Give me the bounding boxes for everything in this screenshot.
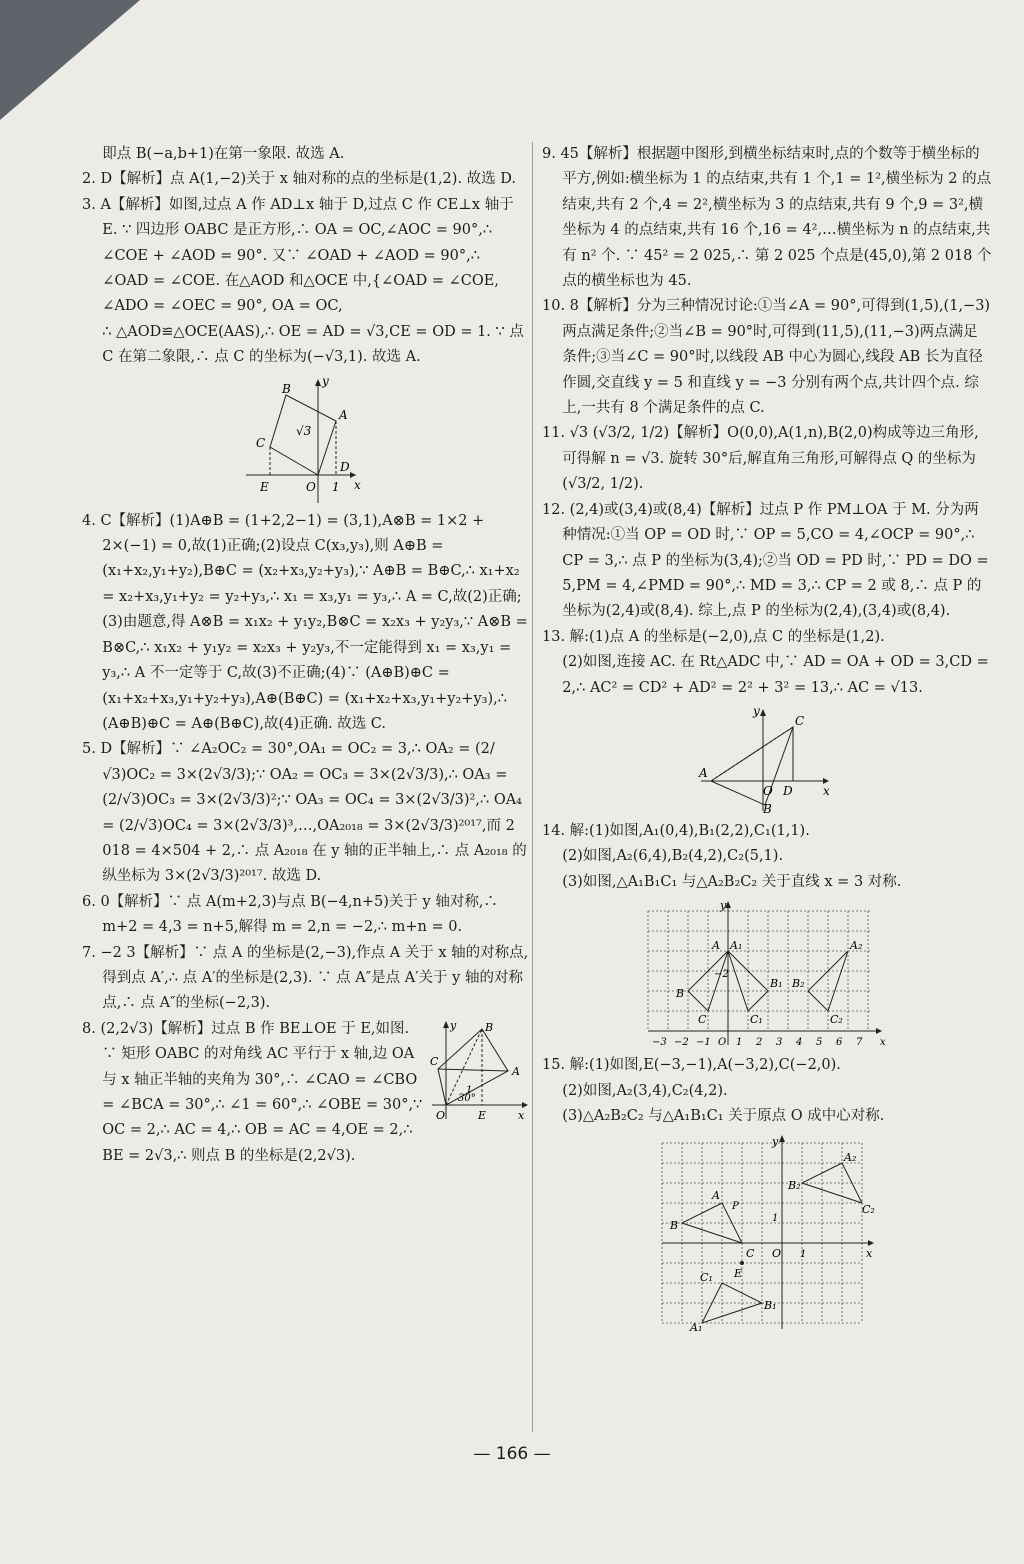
- label-x: x: [518, 1108, 525, 1122]
- label-B: B: [485, 1020, 494, 1034]
- label-x: x: [823, 783, 830, 798]
- label-y: y: [753, 704, 760, 718]
- label-x: x: [866, 1247, 873, 1261]
- answer-15-3: (3)△A₂B₂C₂ 与△A₁B₁C₁ 关于原点 O 成中心对称.: [562, 1107, 885, 1124]
- label-C2: C₂: [862, 1203, 875, 1217]
- answer-4: 4. C【解析】(1)A⊕B = (1+2,2−1) = (3,1),A⊗B = 1×2 + 2×(−1) = 0,故(1)正确;(2)设点 C(x₃,y₃),则 A⊕B = (x₁+x₂,y₁+y₂),B⊕C = (x₂+x₃,y₂+y₃),∵ A⊕B = B⊕C,∴ x₁+x₂ = x₂+x₃,y₁+y₂ = y₂+y₃,∴ x₁ = x₃,y₁ = y₃,∴ A = C,故(2)正确;(3)由题意,得 A⊗B = x₁x₂ + y₁y₂,B⊗C = x₂x₃ + y₂y₃,∵ A⊗B = B⊗C,∴ x₁x₂ + y₁y₂ = x₂x₃ + y₂y₃,不一定能得到 x₁ = x₃,y₁ = y₃,∴ A 不一定等于 C,故(3)不正确;(4)∵ (A⊕B)⊕C = (x₁+x₂+x₃,y₁+y₂+y₃),A⊕(B⊕C) = (x₁+x₂+x₃,y₁+y₂+y₃),∴ (A⊕B)⊕C = A⊕(B⊕C),故(4)正确. 故选 C.: [82, 512, 528, 732]
- page-number: — 166 —: [473, 1444, 551, 1464]
- label-B1: B₁: [764, 1299, 777, 1313]
- answer-14-1: 14. 解:(1)如图,A₁(0,4),B₁(2,2),C₁(1,1).: [542, 822, 810, 839]
- label-y: y: [772, 1135, 779, 1149]
- tick-O: O: [718, 1037, 727, 1049]
- label-1-x: 1: [800, 1249, 807, 1261]
- label-A: A: [712, 1189, 720, 1203]
- tick-5: 5: [816, 1037, 823, 1049]
- label-C2: C₂: [830, 1013, 843, 1027]
- page-corner-shadow: [0, 0, 140, 120]
- answer-15-2: (2)如图,A₂(3,4),C₂(4,2).: [562, 1082, 728, 1099]
- answer-6: 6. 0【解析】∵ 点 A(m+2,3)与点 B(−4,n+5)关于 y 轴对称,∴ m+2 = 4,3 = n+5,解得 m = 2,n = −2,∴ m+n = 0.: [82, 893, 498, 936]
- right-column: [542, 142, 992, 1337]
- label-D: D: [783, 783, 793, 798]
- label-A2: A₂: [844, 1151, 857, 1165]
- label-A1: A₁: [730, 939, 743, 953]
- answer-14-3: (3)如图,△A₁B₁C₁ 与△A₂B₂C₂ 关于直线 x = 3 对称.: [562, 873, 902, 890]
- label-E: E: [478, 1108, 487, 1122]
- label-A1: A₁: [690, 1321, 703, 1334]
- label-B: B: [763, 801, 772, 815]
- label-E: E: [260, 479, 269, 494]
- label-E: E: [734, 1267, 743, 1281]
- label-neg2-y: −2: [714, 969, 729, 981]
- label-P: P: [732, 1201, 739, 1213]
- answer-13-1: 13. 解:(1)点 A 的坐标是(−2,0),点 C 的坐标是(1,2).: [542, 628, 885, 645]
- tick-neg1: −1: [696, 1037, 711, 1049]
- label-B: B: [676, 987, 685, 1001]
- label-O: O: [306, 479, 316, 494]
- tick-4: 4: [796, 1037, 803, 1049]
- tick-2: 2: [756, 1037, 763, 1049]
- label-1: 1: [332, 479, 340, 494]
- answer-7: 7. −2 3【解析】∵ 点 A 的坐标是(2,−3),作点 A 关于 x 轴的对称点,得到点 A′,∴ 点 A′的坐标是(2,3). ∵ 点 A″是点 A′关于 y 轴的对称点,∴ 点 A″的坐标(−2,3).: [82, 944, 529, 1012]
- label-C: C: [795, 713, 805, 728]
- column-divider: [532, 142, 533, 1432]
- answer-3: 3. A【解析】如图,过点 A 作 AD⊥x 轴于 D,过点 C 作 CE⊥x 轴于 E. ∵ 四边形 OABC 是正方形,∴ OA = OC,∠AOC = 90°,∴ ∠COE + ∠AOD = 90°. 又∵ ∠OAD + ∠AOD = 90°,∴ ∠OAD = ∠COE. 在△AOD 和△OCE 中,{∠OAD = ∠COE, ∠ADO = ∠OEC = 90°, OA = OC,: [82, 196, 514, 315]
- label-C: C: [430, 1054, 439, 1068]
- answer-2: 2. D【解析】点 A(1,−2)关于 x 轴对称的点的坐标是(1,2). 故选 D.: [82, 171, 516, 188]
- answer-14-2: (2)如图,A₂(6,4),B₂(4,2),C₂(5,1).: [562, 848, 784, 865]
- label-B2: B₂: [792, 977, 805, 991]
- label-y: y: [720, 899, 727, 913]
- left-column: [82, 142, 530, 1169]
- label-x: x: [880, 1037, 886, 1049]
- label-O: O: [436, 1108, 446, 1122]
- answer-12: 12. (2,4)或(3,4)或(8,4)【解析】过点 P 作 PM⊥OA 于 M. 分为两种情况:①当 OP = OD 时,∵ OP = 5,CO = 4,∠OCP = 90°,∴ CP = 3,∴ 点 P 的坐标为(3,4);②当 OD = PD 时,∵ PD = DO = 5,PM = 4,∠PMD = 90°,∴ MD = 3,∴ CP = 2 或 8,∴ 点 P 的坐标为(2,4)或(8,4). 综上,点 P 的坐标为(2,4),(3,4)或(8,4).: [542, 501, 989, 620]
- label-A: A: [339, 407, 348, 422]
- figure-8-rectangle: [430, 1019, 530, 1124]
- label-A2: A₂: [850, 939, 863, 953]
- figure-3-square: [246, 375, 366, 505]
- answer-1-cont: 即点 B(−a,b+1)在第一象限. 故选 A.: [102, 146, 345, 162]
- label-C: C: [698, 1013, 707, 1027]
- label-D: D: [340, 459, 350, 474]
- tick-1: 1: [736, 1037, 743, 1049]
- label-B: B: [670, 1219, 679, 1233]
- label-1-y: 1: [772, 1213, 779, 1225]
- tick-7: 7: [856, 1037, 863, 1049]
- answer-9: 9. 45【解析】根据题中图形,到横坐标结束时,点的个数等于横坐标的平方,例如:横坐标为 1 的点结束,共有 1 个,1 = 1²,横坐标为 2 的点结束,共有 2 个,4 = 2²,横坐标为 3 的点结束,共有 9 个,9 = 3²,横坐标为 4 的点结束,共有 16 个,16 = 4²,…横坐标为 n 的点结束,共有 n² 个. ∵ 45² = 2 025,∴ 第 2 025 个点是(45,0),第 2 018 个点的横坐标也为 45.: [542, 146, 992, 290]
- label-O: O: [772, 1247, 782, 1261]
- label-A: A: [512, 1064, 520, 1078]
- label-C1: C₁: [750, 1013, 763, 1027]
- label-C1: C₁: [700, 1271, 713, 1285]
- tick-neg3: −3: [652, 1037, 667, 1049]
- label-A: A: [712, 939, 720, 953]
- label-B2: B₂: [788, 1179, 801, 1193]
- answer-8: 8. (2,2√3)【解析】过点 B 作 BE⊥OE 于 E,如图. ∵ 矩形 OABC 的对角线 AC 平行于 x 轴,边 OA 与 x 轴正半轴的夹角为 30°,∴ ∠CAO = ∠CBO = ∠BCA = 30°,∴ ∠1 = 60°,∴ ∠OBE = 30°,∵ OC = 2,∴ AC = 4,∴ OB = AC = 4,OE = 2,∴ BE = 2√3,∴ 则点 B 的坐标是(2,2√3).: [82, 1020, 423, 1164]
- figure-15-grid: [652, 1133, 882, 1333]
- label-1: 1: [466, 1084, 473, 1096]
- label-sqrt3: √3: [296, 423, 312, 438]
- label-C: C: [746, 1247, 755, 1261]
- tick-3: 3: [776, 1037, 783, 1049]
- answer-3-cont: ∴ △AOD≌△OCE(AAS),∴ OE = AD = √3,CE = OD = 1. ∵ 点 C 在第二象限,∴ 点 C 的坐标为(−√3,1). 故选 A.: [102, 323, 524, 366]
- answer-15-1: 15. 解:(1)如图,E(−3,−1),A(−3,2),C(−2,0).: [542, 1057, 841, 1074]
- label-y: y: [450, 1018, 457, 1032]
- answer-10: 10. 8【解析】分为三种情况讨论:①当∠A = 90°,可得到(1,5),(1,−3)两点满足条件;②当∠B = 90°时,可得到(11,5),(11,−3)两点满足条件;③当∠C = 90°时,以线段 AB 中心为圆心,线段 AB 长为直径作圆,交直线 y = 5 和直线 y = −3 分别有两个点,共计四个点. 综上,一共有 8 个满足条件的点 C.: [542, 298, 991, 417]
- label-C: C: [256, 435, 266, 450]
- label-30deg: 30°: [458, 1092, 476, 1104]
- label-O: O: [763, 783, 773, 798]
- answer-11: 11. √3 (√3/2, 1/2)【解析】O(0,0),A(1,n),B(2,0)构成等边三角形,可得解 n = √3. 旋转 30°后,解直角三角形,可解得点 Q 的坐标为(√3/2, 1/2).: [542, 425, 979, 493]
- answer-5: 5. D【解析】∵ ∠A₂OC₂ = 30°,OA₁ = OC₂ = 3,∴ OA₂ = (2/√3)OC₂ = 3×(2√3/3);∵ OA₂ = OC₃ = 3×(2√3/3),∴ OA₃ = (2/√3)OC₃ = 3×(2√3/3)²;∵ OA₃ = OC₄ = 3×(2√3/3)²,∴ OA₄ = (2/√3)OC₄ = 3×(2√3/3)³,…,OA₂₀₁₈ = 3×(2√3/3)²⁰¹⁷,而 2 018 = 4×504 + 2,∴ 点 A₂₀₁₈ 在 y 轴的正半轴上,∴ 点 A₂₀₁₈ 的纵坐标为 3×(2√3/3)²⁰¹⁷. 故选 D.: [82, 741, 527, 885]
- label-y: y: [322, 374, 329, 388]
- figure-14-grid: [642, 899, 892, 1049]
- label-B1: B₁: [770, 977, 783, 991]
- tick-6: 6: [836, 1037, 843, 1049]
- figure-13-triangle: [697, 705, 837, 815]
- label-A: A: [699, 765, 708, 780]
- label-B: B: [282, 381, 291, 396]
- tick-neg2: −2: [674, 1037, 689, 1049]
- answer-13-2: (2)如图,连接 AC. 在 Rt△ADC 中,∵ AD = OA + OD = 3,CD = 2,∴ AC² = CD² + AD² = 2² + 3² = 13,∴ AC = √13.: [562, 654, 989, 696]
- label-x: x: [354, 477, 361, 492]
